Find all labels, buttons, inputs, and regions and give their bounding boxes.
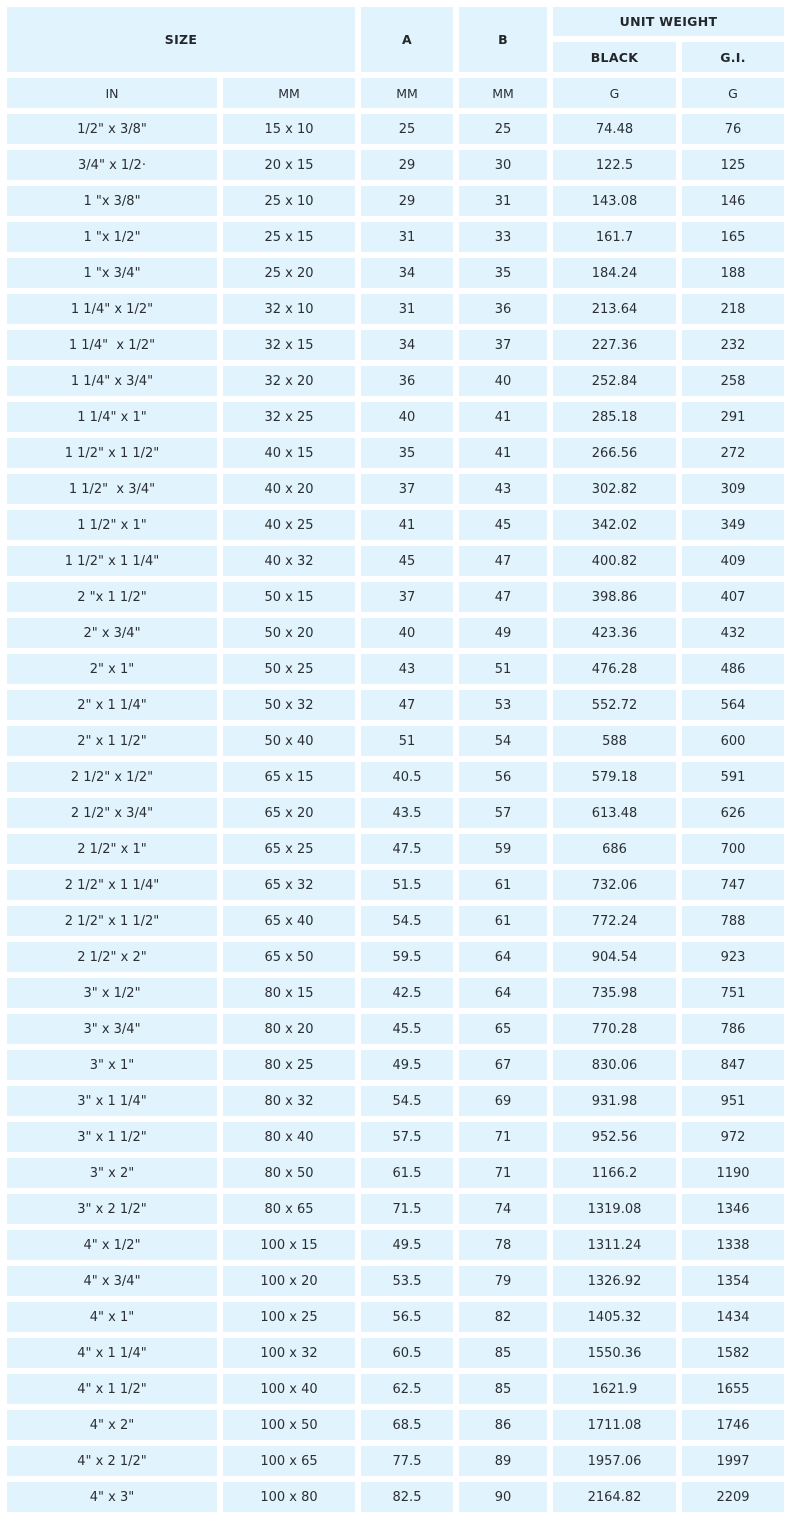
table-cell-weight-gi: 125 [682,150,784,180]
unit-mm-size: MM [223,78,355,108]
table-cell-weight-black: 1957.06 [553,1446,676,1476]
table-cell-weight-gi: 751 [682,978,784,1008]
table-cell-dim-b: 71 [459,1158,547,1188]
table-cell-dim-a: 71.5 [361,1194,453,1224]
table-cell-size-mm: 100 x 20 [223,1266,355,1296]
table-cell-dim-a: 59.5 [361,942,453,972]
table-cell-dim-a: 35 [361,438,453,468]
table-cell-size-mm: 80 x 25 [223,1050,355,1080]
table-cell-weight-gi: 291 [682,402,784,432]
table-cell-weight-gi: 923 [682,942,784,972]
table-cell-dim-a: 62.5 [361,1374,453,1404]
table-cell-dim-a: 60.5 [361,1338,453,1368]
table-cell-dim-a: 61.5 [361,1158,453,1188]
table-cell-weight-black: 423.36 [553,618,676,648]
table-cell-dim-a: 57.5 [361,1122,453,1152]
table-cell-dim-b: 78 [459,1230,547,1260]
table-cell-weight-black: 735.98 [553,978,676,1008]
table-cell-size-mm: 80 x 15 [223,978,355,1008]
table-cell-dim-a: 31 [361,294,453,324]
table-cell-size-in: 2 1/2" x 2" [7,942,217,972]
table-cell-weight-black: 613.48 [553,798,676,828]
table-cell-dim-b: 85 [459,1338,547,1368]
table-cell-size-mm: 32 x 15 [223,330,355,360]
table-cell-weight-gi: 2209 [682,1482,784,1512]
table-cell-weight-black: 252.84 [553,366,676,396]
table-cell-dim-a: 43.5 [361,798,453,828]
table-cell-weight-gi: 1190 [682,1158,784,1188]
table-cell-dim-a: 45 [361,546,453,576]
table-cell-weight-gi: 232 [682,330,784,360]
table-cell-dim-b: 47 [459,582,547,612]
table-cell-size-in: 1 1/2" x 1" [7,510,217,540]
table-cell-weight-black: 2164.82 [553,1482,676,1512]
table-cell-weight-black: 398.86 [553,582,676,612]
table-cell-dim-b: 41 [459,438,547,468]
table-cell-dim-a: 43 [361,654,453,684]
table-cell-weight-gi: 432 [682,618,784,648]
table-cell-dim-a: 51.5 [361,870,453,900]
table-cell-dim-b: 59 [459,834,547,864]
table-cell-size-in: 3" x 2" [7,1158,217,1188]
table-cell-dim-a: 34 [361,330,453,360]
table-cell-weight-black: 1621.9 [553,1374,676,1404]
table-cell-size-in: 1 1/4" x 1" [7,402,217,432]
table-cell-size-in: 2 "x 1 1/2" [7,582,217,612]
table-cell-weight-black: 342.02 [553,510,676,540]
table-cell-dim-a: 54.5 [361,1086,453,1116]
table-cell-dim-b: 30 [459,150,547,180]
table-cell-weight-gi: 218 [682,294,784,324]
table-cell-dim-b: 65 [459,1014,547,1044]
table-cell-dim-b: 25 [459,114,547,144]
table-cell-weight-gi: 165 [682,222,784,252]
table-cell-size-in: 3" x 1/2" [7,978,217,1008]
table-cell-dim-b: 57 [459,798,547,828]
unit-mm-b: MM [459,78,547,108]
table-cell-size-mm: 32 x 20 [223,366,355,396]
table-cell-weight-gi: 1434 [682,1302,784,1332]
table-cell-size-mm: 50 x 32 [223,690,355,720]
table-cell-size-in: 3" x 2 1/2" [7,1194,217,1224]
unit-mm-a: MM [361,78,453,108]
table-cell-weight-black: 579.18 [553,762,676,792]
table-cell-dim-b: 67 [459,1050,547,1080]
table-cell-dim-b: 49 [459,618,547,648]
table-cell-weight-gi: 600 [682,726,784,756]
table-cell-weight-black: 830.06 [553,1050,676,1080]
table-cell-weight-black: 1166.2 [553,1158,676,1188]
table-cell-size-in: 2" x 1 1/4" [7,690,217,720]
table-cell-size-mm: 100 x 25 [223,1302,355,1332]
table-cell-weight-black: 74.48 [553,114,676,144]
table-cell-size-in: 1/2" x 3/8" [7,114,217,144]
table-cell-weight-black: 285.18 [553,402,676,432]
table-cell-weight-gi: 188 [682,258,784,288]
table-cell-dim-b: 71 [459,1122,547,1152]
table-cell-size-in: 4" x 2 1/2" [7,1446,217,1476]
table-cell-size-in: 1 "x 3/4" [7,258,217,288]
header-unit-weight: UNIT WEIGHT [553,7,784,36]
table-cell-size-in: 4" x 2" [7,1410,217,1440]
table-cell-weight-gi: 847 [682,1050,784,1080]
table-cell-weight-gi: 786 [682,1014,784,1044]
table-cell-dim-a: 36 [361,366,453,396]
table-cell-dim-a: 47 [361,690,453,720]
table-cell-dim-a: 29 [361,186,453,216]
table-cell-weight-black: 588 [553,726,676,756]
table-cell-dim-b: 40 [459,366,547,396]
table-cell-weight-black: 1319.08 [553,1194,676,1224]
table-cell-size-in: 4" x 1" [7,1302,217,1332]
table-cell-dim-b: 64 [459,978,547,1008]
table-cell-dim-a: 34 [361,258,453,288]
table-cell-weight-black: 184.24 [553,258,676,288]
table-cell-dim-b: 53 [459,690,547,720]
table-cell-size-in: 4" x 3" [7,1482,217,1512]
table-cell-size-mm: 32 x 10 [223,294,355,324]
table-cell-dim-b: 33 [459,222,547,252]
table-cell-dim-b: 64 [459,942,547,972]
table-cell-dim-a: 40 [361,402,453,432]
table-cell-weight-gi: 1338 [682,1230,784,1260]
table-cell-size-in: 2 1/2" x 1" [7,834,217,864]
table-cell-size-mm: 32 x 25 [223,402,355,432]
reducer-dimension-table [7,7,784,1512]
table-cell-dim-a: 56.5 [361,1302,453,1332]
table-cell-weight-gi: 1346 [682,1194,784,1224]
table-cell-size-in: 2" x 3/4" [7,618,217,648]
table-cell-weight-gi: 76 [682,114,784,144]
table-cell-dim-a: 37 [361,474,453,504]
table-cell-size-mm: 100 x 65 [223,1446,355,1476]
table-cell-weight-black: 302.82 [553,474,676,504]
table-cell-dim-b: 69 [459,1086,547,1116]
table-cell-size-in: 4" x 1 1/4" [7,1338,217,1368]
table-cell-dim-b: 37 [459,330,547,360]
table-cell-size-mm: 50 x 25 [223,654,355,684]
table-cell-weight-gi: 309 [682,474,784,504]
table-cell-size-in: 4" x 3/4" [7,1266,217,1296]
table-cell-size-mm: 50 x 20 [223,618,355,648]
header-unit-weight-group [553,7,784,72]
table-cell-dim-b: 31 [459,186,547,216]
table-cell-size-mm: 40 x 32 [223,546,355,576]
table-cell-weight-gi: 146 [682,186,784,216]
table-cell-dim-a: 51 [361,726,453,756]
table-cell-size-mm: 80 x 20 [223,1014,355,1044]
unit-g-black: G [553,78,676,108]
table-cell-size-in: 3" x 3/4" [7,1014,217,1044]
table-cell-size-mm: 20 x 15 [223,150,355,180]
table-cell-dim-a: 45.5 [361,1014,453,1044]
table-cell-size-mm: 65 x 32 [223,870,355,900]
table-cell-size-in: 4" x 1/2" [7,1230,217,1260]
table-cell-weight-black: 686 [553,834,676,864]
header-gi: G.I. [682,42,784,72]
table-cell-dim-a: 49.5 [361,1230,453,1260]
table-cell-dim-b: 61 [459,870,547,900]
table-cell-weight-black: 476.28 [553,654,676,684]
unit-g-gi: G [682,78,784,108]
table-cell-size-mm: 80 x 65 [223,1194,355,1224]
table-cell-weight-gi: 951 [682,1086,784,1116]
table-cell-weight-gi: 591 [682,762,784,792]
table-cell-size-mm: 15 x 10 [223,114,355,144]
table-cell-size-in: 1 1/4" x 3/4" [7,366,217,396]
table-cell-size-mm: 80 x 32 [223,1086,355,1116]
table-cell-dim-b: 43 [459,474,547,504]
table-cell-dim-a: 29 [361,150,453,180]
table-cell-weight-black: 931.98 [553,1086,676,1116]
table-cell-size-mm: 25 x 20 [223,258,355,288]
table-cell-size-mm: 100 x 15 [223,1230,355,1260]
table-cell-weight-gi: 258 [682,366,784,396]
table-cell-size-mm: 40 x 20 [223,474,355,504]
table-cell-dim-a: 68.5 [361,1410,453,1440]
table-cell-weight-black: 770.28 [553,1014,676,1044]
header-a: A [361,7,453,72]
table-cell-size-mm: 65 x 25 [223,834,355,864]
table-cell-dim-b: 82 [459,1302,547,1332]
table-cell-weight-gi: 409 [682,546,784,576]
table-cell-weight-black: 904.54 [553,942,676,972]
table-cell-dim-a: 82.5 [361,1482,453,1512]
table-cell-weight-black: 227.36 [553,330,676,360]
table-cell-dim-a: 31 [361,222,453,252]
table-cell-dim-b: 56 [459,762,547,792]
table-cell-weight-gi: 1997 [682,1446,784,1476]
unit-in: IN [7,78,217,108]
header-b: B [459,7,547,72]
table-cell-dim-a: 37 [361,582,453,612]
table-cell-weight-gi: 747 [682,870,784,900]
table-cell-weight-gi: 1582 [682,1338,784,1368]
table-cell-size-mm: 25 x 10 [223,186,355,216]
table-cell-size-in: 3" x 1 1/2" [7,1122,217,1152]
table-cell-size-mm: 25 x 15 [223,222,355,252]
table-cell-size-in: 3/4" x 1/2· [7,150,217,180]
table-cell-dim-a: 25 [361,114,453,144]
table-cell-weight-gi: 272 [682,438,784,468]
table-cell-weight-black: 552.72 [553,690,676,720]
table-cell-size-in: 2" x 1 1/2" [7,726,217,756]
table-cell-size-mm: 50 x 40 [223,726,355,756]
table-cell-size-in: 2 1/2" x 1 1/4" [7,870,217,900]
table-cell-size-mm: 50 x 15 [223,582,355,612]
table-cell-weight-gi: 349 [682,510,784,540]
header-black: BLACK [553,42,676,72]
table-cell-dim-a: 49.5 [361,1050,453,1080]
table-cell-size-in: 3" x 1 1/4" [7,1086,217,1116]
table-cell-size-mm: 65 x 20 [223,798,355,828]
table-cell-weight-black: 266.56 [553,438,676,468]
table-cell-dim-b: 36 [459,294,547,324]
table-cell-size-in: 1 1/2" x 1 1/2" [7,438,217,468]
table-cell-dim-a: 54.5 [361,906,453,936]
table-cell-size-in: 1 1/4" x 1/2" [7,294,217,324]
table-cell-weight-black: 143.08 [553,186,676,216]
table-cell-weight-black: 122.5 [553,150,676,180]
table-cell-size-in: 2 1/2" x 1/2" [7,762,217,792]
table-cell-weight-black: 161.7 [553,222,676,252]
table-cell-size-mm: 65 x 40 [223,906,355,936]
table-cell-weight-gi: 1655 [682,1374,784,1404]
table-cell-dim-b: 90 [459,1482,547,1512]
table-cell-weight-gi: 1746 [682,1410,784,1440]
table-cell-dim-a: 47.5 [361,834,453,864]
table-cell-weight-black: 772.24 [553,906,676,936]
table-cell-dim-b: 61 [459,906,547,936]
table-cell-size-mm: 100 x 50 [223,1410,355,1440]
table-cell-weight-black: 732.06 [553,870,676,900]
table-cell-size-mm: 80 x 50 [223,1158,355,1188]
table-cell-size-mm: 65 x 50 [223,942,355,972]
table-cell-size-in: 4" x 1 1/2" [7,1374,217,1404]
table-cell-dim-a: 40 [361,618,453,648]
table-cell-dim-b: 45 [459,510,547,540]
table-cell-dim-b: 47 [459,546,547,576]
table-cell-weight-gi: 486 [682,654,784,684]
table-cell-weight-black: 1405.32 [553,1302,676,1332]
table-cell-dim-a: 42.5 [361,978,453,1008]
table-cell-dim-b: 89 [459,1446,547,1476]
table-cell-weight-black: 400.82 [553,546,676,576]
table-cell-weight-gi: 626 [682,798,784,828]
table-cell-size-mm: 100 x 80 [223,1482,355,1512]
table-cell-weight-black: 1711.08 [553,1410,676,1440]
table-cell-size-in: 2 1/2" x 3/4" [7,798,217,828]
table-cell-size-in: 2" x 1" [7,654,217,684]
table-cell-dim-a: 41 [361,510,453,540]
table-cell-dim-a: 53.5 [361,1266,453,1296]
table-cell-weight-gi: 972 [682,1122,784,1152]
table-cell-weight-gi: 700 [682,834,784,864]
table-cell-size-in: 3" x 1" [7,1050,217,1080]
table-cell-size-mm: 80 x 40 [223,1122,355,1152]
table-cell-dim-b: 74 [459,1194,547,1224]
table-cell-weight-black: 213.64 [553,294,676,324]
table-cell-size-mm: 40 x 15 [223,438,355,468]
table-cell-weight-gi: 1354 [682,1266,784,1296]
table-cell-weight-gi: 407 [682,582,784,612]
table-cell-size-mm: 100 x 40 [223,1374,355,1404]
table-cell-dim-b: 79 [459,1266,547,1296]
table-cell-size-mm: 65 x 15 [223,762,355,792]
table-cell-dim-b: 86 [459,1410,547,1440]
table-cell-dim-b: 35 [459,258,547,288]
table-cell-weight-black: 952.56 [553,1122,676,1152]
table-cell-dim-b: 54 [459,726,547,756]
table-cell-weight-gi: 564 [682,690,784,720]
table-cell-dim-a: 40.5 [361,762,453,792]
table-cell-weight-black: 1311.24 [553,1230,676,1260]
table-cell-size-mm: 100 x 32 [223,1338,355,1368]
table-cell-size-in: 2 1/2" x 1 1/2" [7,906,217,936]
header-size: SIZE [7,7,355,72]
table-cell-size-in: 1 "x 3/8" [7,186,217,216]
table-cell-size-in: 1 "x 1/2" [7,222,217,252]
table-cell-dim-b: 85 [459,1374,547,1404]
table-cell-dim-b: 41 [459,402,547,432]
table-cell-size-in: 1 1/2" x 1 1/4" [7,546,217,576]
table-cell-weight-black: 1326.92 [553,1266,676,1296]
table-cell-size-in: 1 1/4" x 1/2" [7,330,217,360]
table-cell-dim-b: 51 [459,654,547,684]
table-cell-dim-a: 77.5 [361,1446,453,1476]
table-cell-weight-black: 1550.36 [553,1338,676,1368]
table-cell-size-mm: 40 x 25 [223,510,355,540]
table-cell-size-in: 1 1/2" x 3/4" [7,474,217,504]
table-cell-weight-gi: 788 [682,906,784,936]
